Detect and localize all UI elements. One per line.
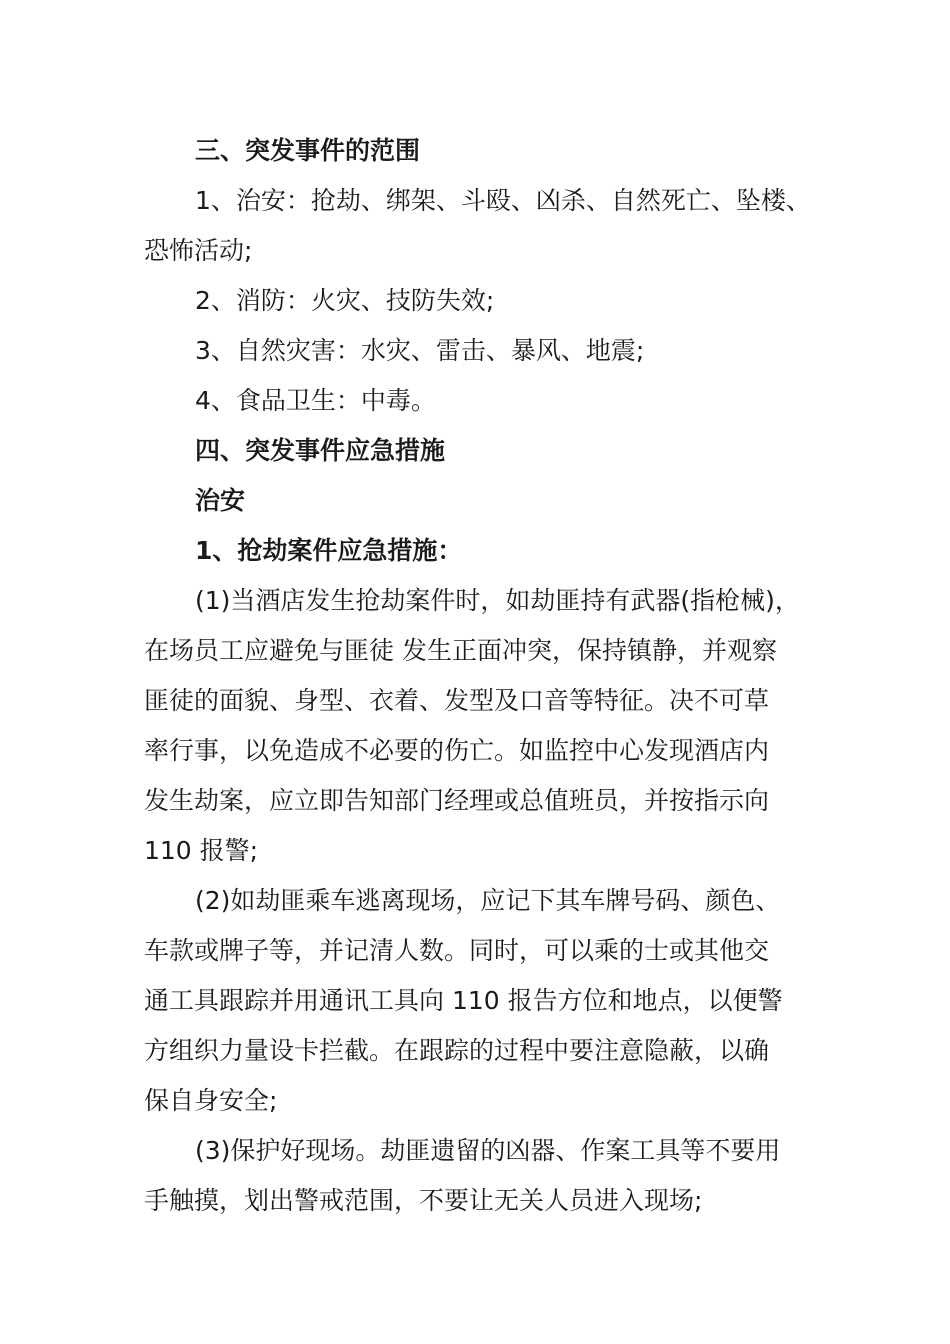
paragraph-1-line: (1)当酒店发生抢劫案件时，如劫匪持有武器(指枪械)， <box>195 586 800 615</box>
paragraph-1-line: 匪徒的面貌、身型、衣着、发型及口音等特征。决不可草 <box>144 686 770 715</box>
heading-measures: 四、突发事件应急措施 <box>195 436 446 465</box>
scope-item-1-line2: 恐怖活动; <box>144 236 253 265</box>
heading-scope: 三、突发事件的范围 <box>195 136 421 165</box>
paragraph-2-line: (2)如劫匪乘车逃离现场，应记下其车牌号码、颜色、 <box>195 886 781 915</box>
paragraph-1-line: 发生劫案，应立即告知部门经理或总值班员，并按指示向 <box>144 786 770 815</box>
document-body <box>144 126 811 1226</box>
scope-item-1-line1: 1、治安：抢劫、绑架、斗殴、凶杀、自然死亡、坠楼、 <box>195 186 811 215</box>
paragraph-2-line: 保自身安全; <box>144 1086 278 1115</box>
paragraph-1-line: 率行事，以免造成不必要的伤亡。如监控中心发现酒店内 <box>144 736 770 765</box>
paragraph-1-line: 在场员工应避免与匪徒 发生正面冲突，保持镇静，并观察 <box>144 636 777 665</box>
scope-item-3: 3、自然灾害：水灾、雷击、暴风、地震; <box>195 336 645 365</box>
scope-item-2: 2、消防：火灾、技防失效; <box>195 286 495 315</box>
paragraph-1-line: 110 报警; <box>144 836 259 865</box>
paragraph-3-line: 手触摸，划出警戒范围，不要让无关人员进入现场; <box>144 1186 703 1215</box>
heading-security: 治安 <box>195 486 246 515</box>
paragraph-3-line: (3)保护好现场。劫匪遗留的凶器、作案工具等不要用 <box>195 1136 781 1165</box>
scope-item-4: 4、食品卫生：中毒。 <box>195 386 436 415</box>
heading-robbery: 1、抢劫案件应急措施： <box>195 536 463 565</box>
paragraph-2-line: 车款或牌子等，并记清人数。同时，可以乘的士或其他交 <box>144 936 770 965</box>
paragraph-2-line: 方组织力量设卡拦截。在跟踪的过程中要注意隐蔽，以确 <box>144 1036 770 1065</box>
paragraph-2-line: 通工具跟踪并用通讯工具向 110 报告方位和地点，以便警 <box>144 986 783 1015</box>
